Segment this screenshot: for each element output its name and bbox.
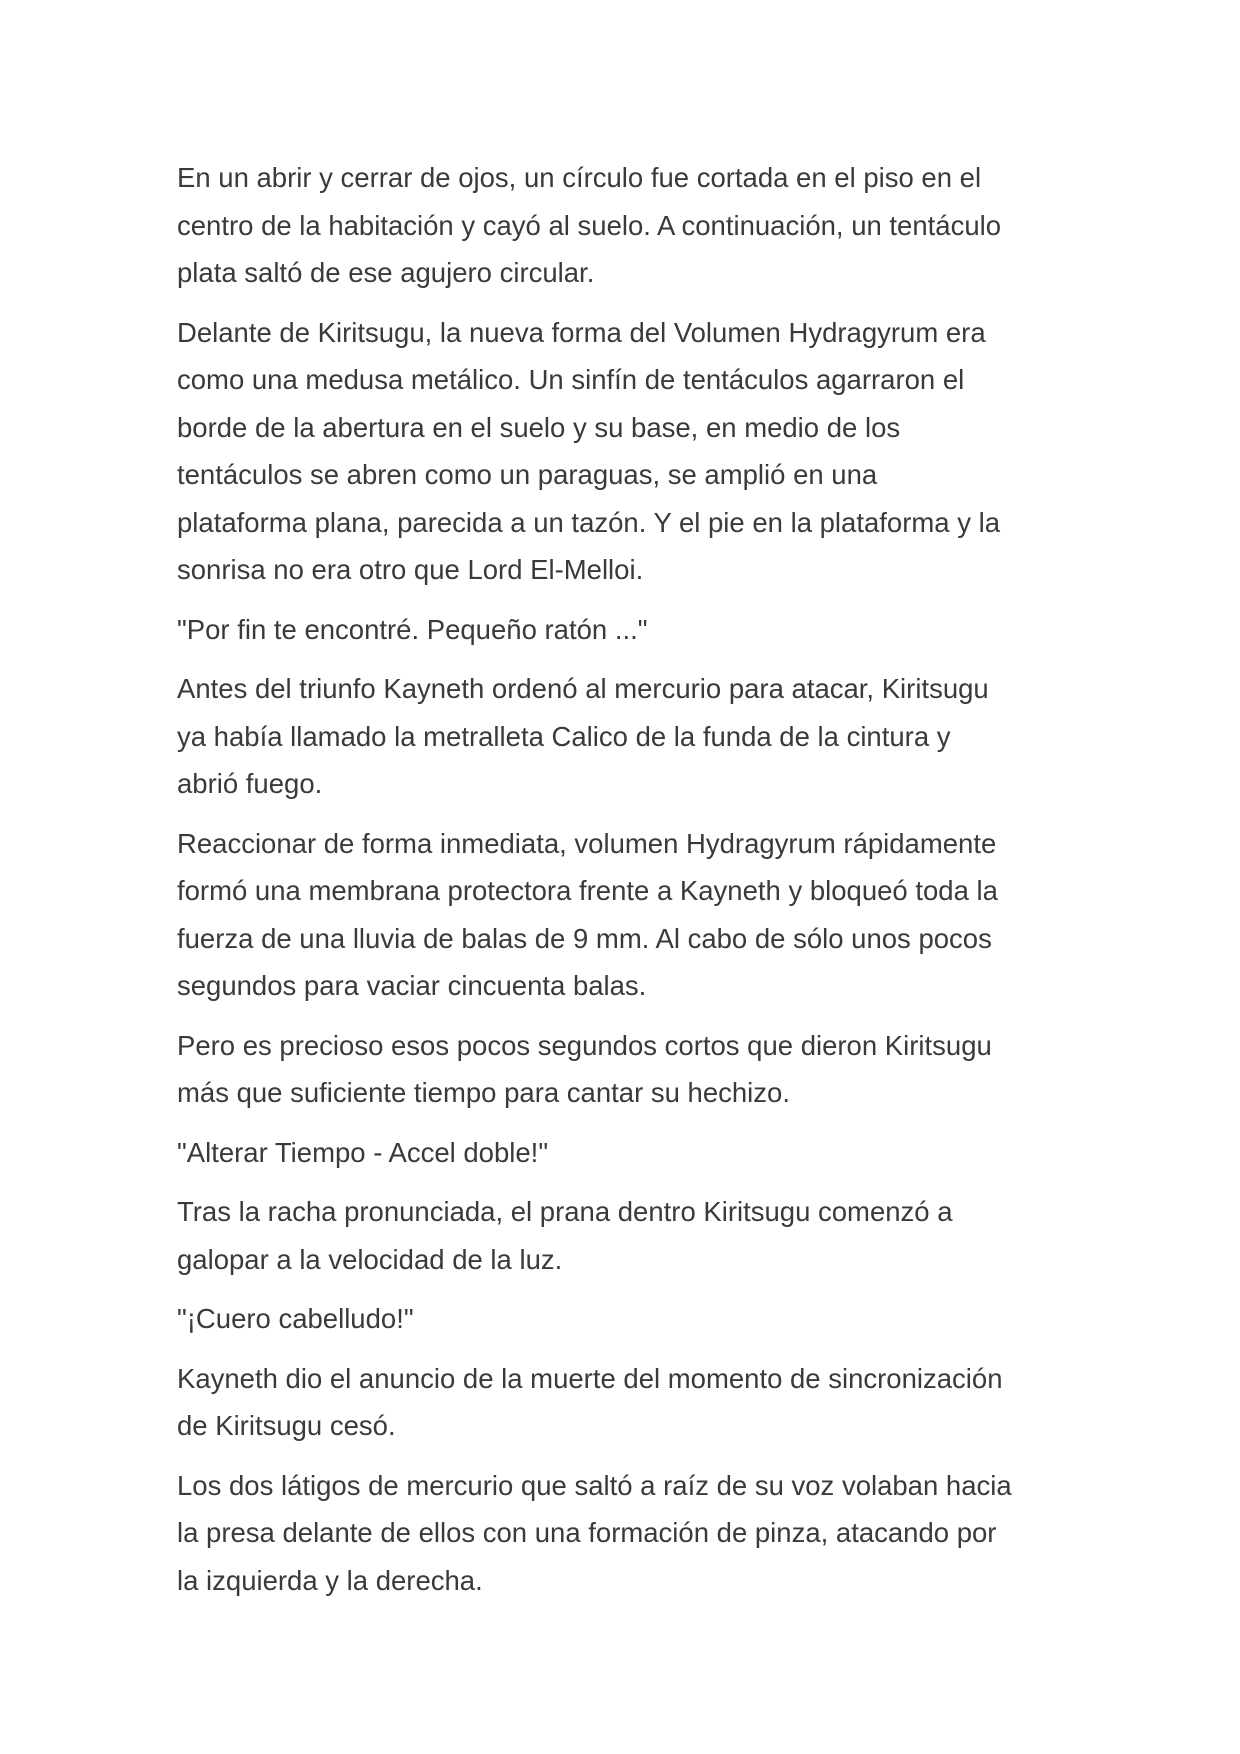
- text-line: Pero es precioso esos pocos segundos cortos que dieron Kiritsugu: [177, 1029, 992, 1061]
- text-line: Los dos látigos de mercurio que saltó a raíz de su voz volaban hacia: [177, 1469, 1012, 1501]
- text-line: tentáculos se abren como un paraguas, se amplió en una: [177, 459, 878, 490]
- text-line: la presa delante de ellos con una formación de pinza, atacando por: [177, 1517, 997, 1548]
- text-line: la izquierda y la derecha.: [177, 1564, 483, 1596]
- paragraph: [177, 606, 1077, 654]
- text-line: "¡Cuero cabelludo!": [177, 1303, 414, 1334]
- text-line: plata saltó de ese agujero circular.: [177, 257, 595, 288]
- text-line: galopar a la velocidad de la luz.: [177, 1243, 563, 1275]
- text-line: centro de la habitación y cayó al suelo. A continuación, un tentáculo: [177, 209, 1002, 241]
- text-line: "Por fin te encontré. Pequeño ratón ...": [177, 613, 648, 645]
- paragraph: [177, 820, 1077, 1010]
- text-line: Tras la racha pronunciada, el prana dentro Kiritsugu comenzó a: [177, 1196, 953, 1227]
- text-line: como una medusa metálico. Un sinfín de tentáculos agarraron el: [177, 364, 965, 395]
- text-line: "Alterar Tiempo - Accel doble!": [177, 1136, 549, 1168]
- text-line: ya había llamado la metralleta Calico de la funda de la cintura y: [177, 720, 951, 752]
- text-line: borde de la abertura en el suelo y su base, en medio de los: [177, 411, 901, 443]
- body-text: [177, 154, 1077, 1616]
- paragraph: [177, 309, 1077, 594]
- paragraph: [177, 1355, 1077, 1450]
- text-line: segundos para vaciar cincuenta balas.: [177, 970, 647, 1001]
- text-line: Antes del triunfo Kayneth ordenó al mercurio para atacar, Kiritsugu: [177, 673, 989, 704]
- text-line: Reaccionar de forma inmediata, volumen Hydragyrum rápidamente: [177, 827, 997, 859]
- text-line: sonrisa no era otro que Lord El-Melloi.: [177, 554, 644, 585]
- text-line: de Kiritsugu cesó.: [177, 1410, 396, 1441]
- paragraph: [177, 1188, 1077, 1283]
- text-line: formó una membrana protectora frente a Kayneth y bloqueó toda la: [177, 875, 998, 906]
- paragraph: [177, 1129, 1077, 1177]
- paragraph: [177, 1462, 1077, 1605]
- text-line: más que suficiente tiempo para cantar su hechizo.: [177, 1077, 790, 1108]
- text-line: plataforma plana, parecida a un tazón. Y el pie en la plataforma y la: [177, 506, 1000, 538]
- paragraph: [177, 665, 1077, 808]
- text-line: En un abrir y cerrar de ojos, un círculo fue cortada en el piso en el: [177, 162, 982, 193]
- text-line: Delante de Kiritsugu, la nueva forma del Volumen Hydragyrum era: [177, 316, 986, 348]
- paragraph: [177, 1022, 1077, 1117]
- paragraph: [177, 154, 1077, 297]
- text-line: Kayneth dio el anuncio de la muerte del momento de sincronización: [177, 1362, 1003, 1394]
- paragraph: [177, 1295, 1077, 1343]
- text-line: abrió fuego.: [177, 768, 323, 799]
- text-line: fuerza de una lluvia de balas de 9 mm. Al cabo de sólo unos pocos: [177, 922, 992, 954]
